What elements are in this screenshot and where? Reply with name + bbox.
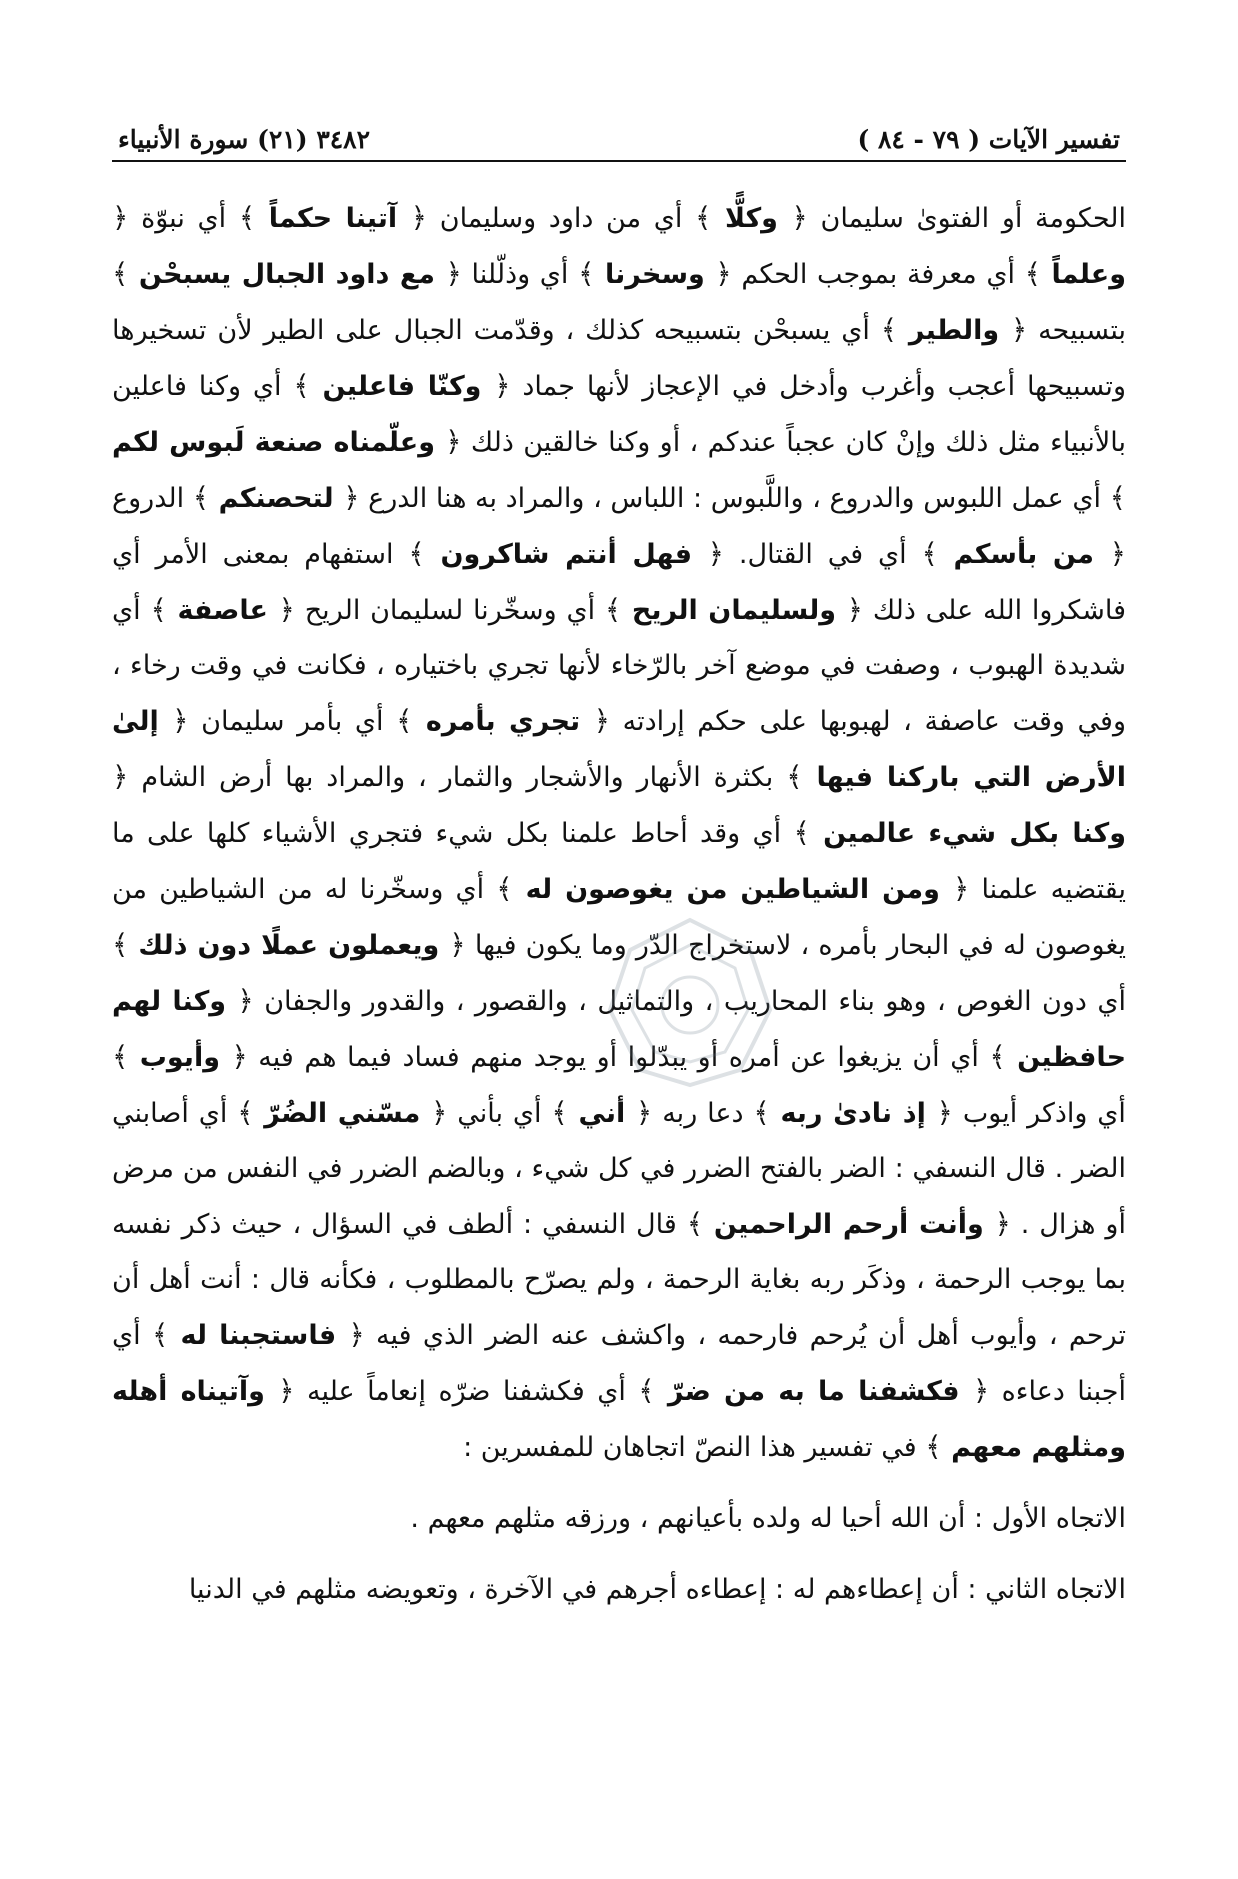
quran-quote [112,1042,248,1073]
ornate-bracket-close: ﴾ [150,593,167,626]
ornate-bracket-open: ﴿ [112,201,129,234]
quote-text: وعلماً [1051,259,1127,290]
ornate-bracket-close: ﴾ [408,537,425,570]
ornate-bracket-open: ﴿ [278,1374,295,1407]
ornate-bracket-open: ﴿ [846,593,864,626]
commentary-text: أي من داود وسليمان [439,203,683,234]
ornate-bracket-open: ﴿ [172,704,189,737]
ornate-bracket-open: ﴿ [494,369,511,402]
quran-quote [496,874,969,905]
commentary-text: أي نبوّة [141,203,227,234]
ornate-bracket-open: ﴿ [707,537,725,570]
commentary-text: الدروع [112,483,185,514]
quote-text: مع داود الجبال يسبحْن [138,259,435,290]
commentary-text: أي شديدة الهبوب ، وصفت في موضع آخر بالرّخاء لأنها تجري باختياره ، فكانت في وقت رخاء ، وفي وقت عاصفة ، لهبوبها على حكم إرادته [112,595,1126,737]
quran-quote [605,595,863,626]
commentary-text: الحكومة أو الفتوىٰ سليمان [820,203,1126,234]
ornate-bracket-open: ﴿ [410,201,428,234]
quote-text: وعلّمناه صنعة لَبوس لكم [112,427,435,458]
commentary-text: أي وكنا فاعلين بالأنبياء مثل ذلك وإنْ كان عجباً عندكم ، أو وكنا خالقين ذلك [112,371,1126,458]
quote-text: وكنا بكل شيء عالمين [823,818,1126,849]
quote-text: ويعملون عملًا دون ذلك [138,930,440,961]
quran-quote [578,259,732,290]
ornate-bracket-close: ﴾ [925,1430,942,1463]
quote-text: وكنا لهم حافظين [112,986,1127,1073]
quran-quote [112,930,466,961]
quran-quote [687,1209,1011,1240]
ornate-bracket-close: ﴾ [496,872,513,905]
ornate-bracket-close: ﴾ [578,257,595,290]
ornate-bracket-close: ﴾ [786,760,803,793]
ornate-bracket-open: ﴿ [635,1096,653,1129]
quote-text: وأنت أرحم الراحمين [713,1209,984,1240]
commentary-text: أي دون الغوص ، وهو بناء المحاريب ، والتماثيل ، والقصور ، والقدور والجفان [264,986,1127,1017]
quote-text: فهل أنتم شاكرون [440,539,692,570]
commentary-text: أي بأني [457,1098,542,1129]
quote-text: لتحصنكم [218,483,334,514]
ornate-bracket-open: ﴿ [231,1040,248,1073]
commentary-text: أي أن يزيغوا عن أمره أو يبدّلوا أو يوجد منهم فساد فيما هم فيه [258,1042,979,1073]
ornate-bracket-close: ﴾ [112,1040,129,1073]
quote-text: إلىٰ الأرض التي باركنا فيها [112,706,1127,793]
ornate-bracket-close: ﴾ [695,201,712,234]
ornate-bracket-open: ﴿ [112,760,129,793]
ornate-bracket-close: ﴾ [1109,481,1126,514]
quran-quote [638,1376,989,1407]
ornate-bracket-close: ﴾ [880,313,898,346]
commentary-text: أي أصابني الضر . قال النسفي : الضر بالفتح الضرر في كل شيء ، وبالضم الضرر في النفس من مرض أو هزال . [112,1098,1126,1240]
quran-quote [881,315,1027,346]
commentary-text: أي واذكر أيوب [962,1098,1126,1129]
quote-text: فاستجبنا له [180,1320,337,1351]
quran-quote [753,1098,953,1129]
commentary-text: أي فكشفنا ضرّه إنعاماً عليه [306,1376,626,1407]
commentary-text: بتسبيحه [1038,315,1127,346]
quran-quote [193,483,360,514]
ornate-bracket-open: ﴿ [278,593,295,626]
quran-quote [921,539,1126,570]
commentary-text: أي يسبحْن بتسبيحه كذلك ، وقدّمت الجبال على الطير لأن تسخيرها وتسبيحها أعجب وأغرب وأدخل في الإعجاز لأنها جماد [112,315,1126,402]
ornate-bracket-open: ﴿ [445,257,462,290]
ornate-bracket-close: ﴾ [1024,257,1042,290]
header-page-and-surah [118,125,370,154]
quran-quote [695,203,808,234]
quote-text: تجري بأمره [425,706,581,737]
quote-text: فكشفنا ما به من ضرّ [667,1376,960,1407]
commentary-paragraph [112,190,1126,1475]
quote-text: وأيوب [139,1042,220,1073]
commentary-text: أي معرفة بموجب الحكم [741,259,1015,290]
ornate-bracket-close: ﴾ [112,928,129,961]
commentary-text: أي وذلّلنا [471,259,569,290]
ornate-bracket-close: ﴾ [238,201,256,234]
quran-quote [152,1320,365,1351]
surah-title: (٢١) سورة الأنبياء [118,125,308,154]
commentary-text: أي وسخّرنا له من الشياطين من يغوصون له في البحار بأمره ، لاستخراج الدّر وما يكون فيها [112,874,1126,961]
ornate-bracket-close: ﴾ [604,593,622,626]
ornate-bracket-close: ﴾ [793,816,810,849]
ornate-bracket-close: ﴾ [638,1374,655,1407]
second-trend-paragraph: الاتجاه الثاني : أن إعطاءهم له : إعطاءه أجرهم في الآخرة ، وتعويضه مثلهم في الدنيا [188,1574,1126,1605]
ornate-bracket-open: ﴿ [449,928,466,961]
quote-text: وآتيناه أهله ومثلهم معهم [112,1376,1126,1463]
ornate-bracket-open: ﴿ [348,1318,365,1351]
ornate-bracket-open: ﴿ [791,201,808,234]
ornate-bracket-close: ﴾ [989,1040,1006,1073]
quote-text: مسّني الضُرّ [264,1098,421,1129]
quote-text: والطير [908,315,1000,346]
ornate-bracket-close: ﴾ [237,1096,254,1129]
quran-quote [237,1098,447,1129]
ornate-bracket-close: ﴾ [686,1207,704,1240]
ornate-bracket-open: ﴿ [952,872,970,905]
quran-quote [239,203,427,234]
commentary-text: أي في القتال. [738,539,907,570]
ornate-bracket-open: ﴿ [715,257,732,290]
ornate-bracket-close: ﴾ [112,257,129,290]
quran-quote [112,259,462,290]
commentary-text: أي وقد أحاط علمنا بكل شيء فتجري الأشياء كلها على ما يقتضيه علمنا [112,818,1126,905]
ornate-bracket-open: ﴿ [994,1207,1011,1240]
ornate-bracket-close: ﴾ [151,1318,169,1351]
quote-text: وكلًّا [724,203,778,234]
first-trend-paragraph: الاتجاه الأول : أن الله أحيا له ولده بأعيانهم ، ورزقه مثلهم معهم . [410,1503,1126,1534]
quote-text: ومن الشياطين من يغوصون له [525,874,940,905]
ornate-bracket-open: ﴿ [1109,537,1127,570]
ornate-bracket-close: ﴾ [551,1096,568,1129]
page-number: ٣٤٨٢ [316,125,371,154]
ornate-bracket-close: ﴾ [192,481,210,514]
ornate-bracket-close: ﴾ [921,537,938,570]
quran-quote [551,1098,652,1129]
ornate-bracket-open: ﴿ [593,704,611,737]
page-header [118,110,1120,154]
ornate-bracket-open: ﴿ [1010,313,1028,346]
ornate-bracket-open: ﴿ [343,481,360,514]
ornate-bracket-open: ﴿ [431,1096,448,1129]
commentary-text: بكثرة الأنهار والأشجار والثمار ، والمراد بها أرض الشام [141,762,774,793]
quote-text: عاصفة [177,595,268,626]
quran-quote [408,539,724,570]
quote-text: وسخرنا [604,259,705,290]
commentary-text: أي عمل اللبوس والدروع ، واللَّبوس : اللباس ، والمراد به هنا الدرع [368,483,1101,514]
commentary-text: قال النسفي : ألطف في السؤال ، حيث ذكر نفسه بما يوجب الرحمة ، وذكَر ربه بغاية الرحمة ، ولم يصرّح بالمطلوب ، فكأنه قال : أنت أهل أن ترحم ، وأيوب أهل أن يُرحم فارحمه ، واكشف عنه الضر الذي فيه [112,1209,1126,1351]
quote-text: إذ نادىٰ ربه [780,1098,926,1129]
quran-quote [150,595,295,626]
ornate-bracket-open: ﴿ [936,1096,953,1129]
commentary-text: في تفسير هذا النصّ اتجاهان للمفسرين : [463,1432,917,1463]
ornate-bracket-open: ﴿ [972,1374,990,1407]
ornate-bracket-open: ﴿ [445,425,462,458]
commentary-text: استفهام بمعنى الأمر أي فاشكروا الله على ذلك [112,539,1127,626]
commentary-text: أي وسخّرنا لسليمان الريح [304,595,596,626]
commentary-text: أي أجبنا دعاءه [112,1320,1126,1407]
header-divider [112,160,1126,162]
commentary-body [112,190,1126,1617]
quote-text: أني [578,1098,626,1129]
quote-text: ولسليمان الريح [631,595,837,626]
commentary-text: أي بأمر سليمان [201,706,384,737]
section-title: تفسير الآيات ( ٧٩ - ٨٤ ) [857,125,1120,154]
quote-text: آتينا حكماً [268,203,398,234]
ornate-bracket-close: ﴾ [396,704,413,737]
ornate-bracket-close: ﴾ [293,369,310,402]
quote-text: وكنّا فاعلين [322,371,482,402]
quran-quote [293,371,510,402]
quran-quote [396,706,610,737]
quote-text: من بأسكم [953,539,1094,570]
ornate-bracket-close: ﴾ [753,1096,770,1129]
ornate-bracket-open: ﴿ [237,984,254,1017]
commentary-text: دعا ربه [662,1098,744,1129]
